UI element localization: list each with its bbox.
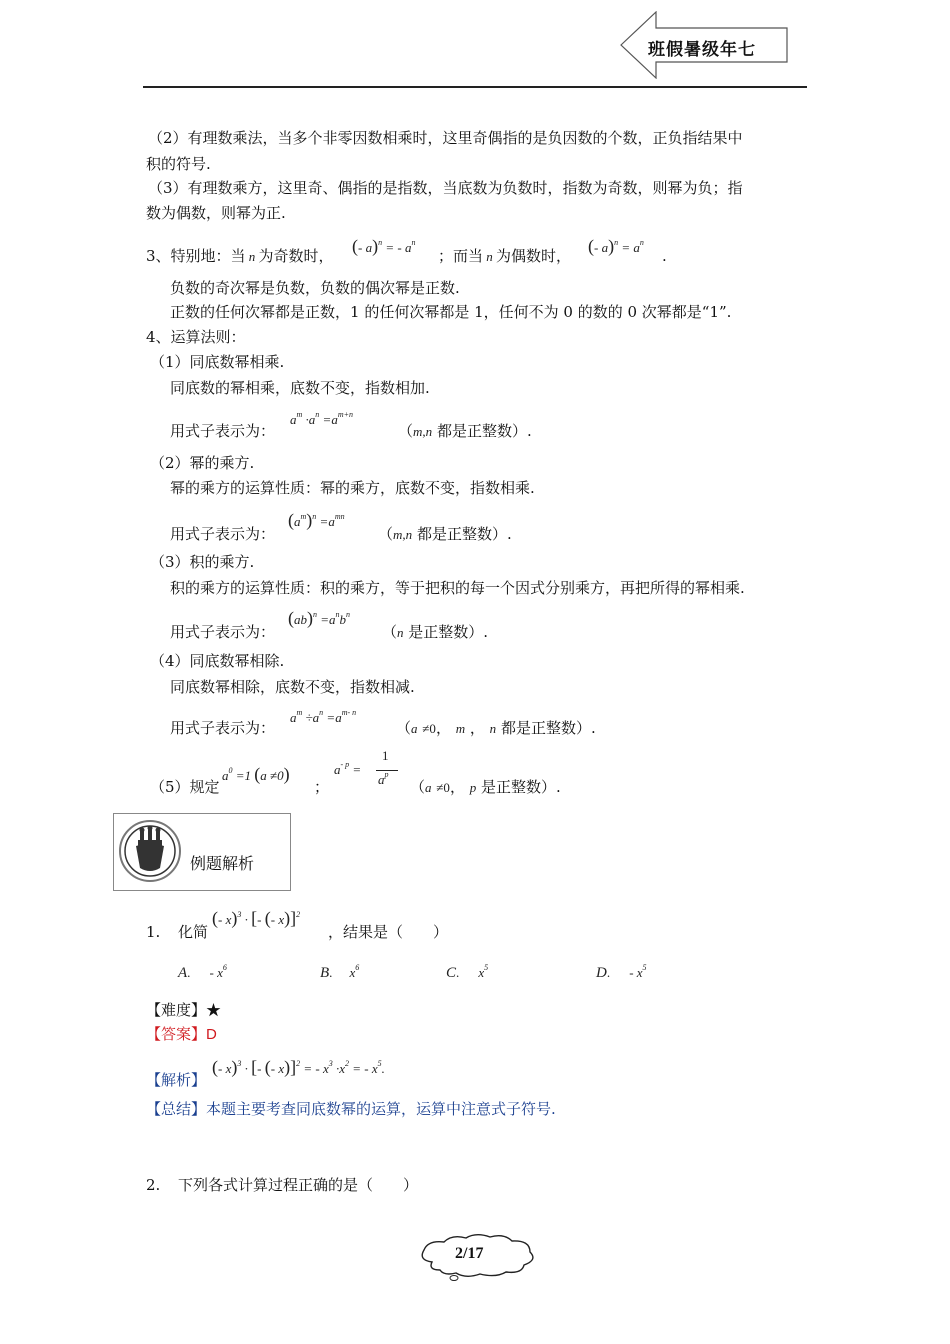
section-3-line (146, 246, 334, 267)
q1-expression: (- x)$^3$ · [- (- x)]$^2$ (212, 908, 301, 928)
q1-option-d[interactable]: D. - $x^5$ (596, 963, 647, 981)
header-title: 班假暑级年七 (648, 40, 756, 60)
s3-b: 为奇数时， (258, 247, 334, 265)
summary-text: 本题主要考查同底数幂的运算，运算中注意式子符号. (206, 1100, 556, 1118)
q1-suffix: ，结果是（ ） (328, 923, 449, 941)
para-2: （2）有理数乘法，当多个非零因数相乘时，这里奇偶指的是负因数的个数，正负指结果中 (148, 129, 743, 147)
q1-analysis-label: 【解析】 (146, 1071, 207, 1089)
q1-summary (146, 1099, 556, 1119)
para-2b: 积的符号. (146, 155, 211, 173)
var-n: n (245, 249, 259, 264)
formula-neg-power: $a^{- p}$ = 1 $a^p$ (334, 748, 404, 794)
formula-power: $(a^m)^n =a^{mn}$ (288, 510, 345, 530)
s3-e: . (662, 247, 667, 265)
rule-3a: 积的乘方的运算性质：积的乘方，等于把积的每一个因式分别乘方，再把所得的幂相乘. (170, 579, 745, 597)
rule-2: （2）幂的乘方. (150, 454, 255, 472)
header-tag (620, 11, 790, 79)
para-3b: 数为偶数，则幂为正. (146, 204, 286, 222)
rule-3: （3）积的乘方. (150, 553, 255, 571)
example-label: 例题解析 (190, 854, 255, 873)
answer-value: D (206, 1026, 217, 1043)
summary-label: 【总结】 (146, 1100, 207, 1118)
rule-4b: 用式子表示为： (170, 719, 276, 737)
q1-analysis-formula: (- x)$^3$ · [- (- x)]$^2$ = - $x^3 \cdot x^2$ = - $x^5$. (212, 1057, 385, 1077)
s3-l3: 正数的任何次幂都是正数，1 的任何次幂都是 1，任何不为 0 的数的 0 次幂都是“1”. (170, 303, 732, 321)
s3-l2: 负数的奇次幂是负数，负数的偶次幂是正数. (170, 279, 460, 297)
s3-d: 为偶数时， (496, 247, 572, 265)
formula-product-power: $(ab)^n =a^nb^n$ (288, 608, 351, 628)
pot-icon (118, 818, 182, 884)
q1-option-b[interactable]: B. $x^6$ (320, 963, 360, 981)
page-number-cloud (414, 1232, 538, 1282)
q1-answer (146, 1024, 217, 1045)
formula-quotient: $a^m \div a^n =a^{m- n}$ (290, 708, 357, 725)
s3-c: ；而当 (438, 247, 484, 265)
rule-4c: （a ≠0， m ， n 都是正整数）. (396, 719, 596, 737)
section-3-line-cont: ；而当 n 为偶数时， (438, 247, 572, 265)
rule-5c: （a ≠0， p 是正整数）. (410, 778, 561, 796)
rule-1a: 同底数的幂相乘，底数不变，指数相加. (170, 379, 430, 397)
answer-label: 【答案】 (146, 1025, 207, 1043)
rule-5: （5）规定 (150, 778, 220, 796)
rule-1b: 用式子表示为： (170, 422, 276, 440)
formula-neg-odd: (- a)$^n$ = - $a^n$ (352, 236, 416, 256)
difficulty-label: 【难度】 (146, 1001, 207, 1019)
rule-4a: 同底数幂相除，底数不变，指数相减. (170, 678, 415, 696)
rule-3b: 用式子表示为： (170, 623, 276, 641)
q1-number: 1. (146, 923, 161, 941)
rule-1c: （m,n 都是正整数）. (398, 422, 532, 440)
q1-text: 化简 (178, 923, 209, 941)
para-3: （3）有理数乘方，这里奇、偶指的是指数，当底数为负数时，指数为奇数，则幂为负；指 (148, 179, 743, 197)
rule-5b: ； (314, 778, 330, 796)
header-rule (143, 86, 807, 88)
s3-a: 3、特别地：当 (146, 247, 246, 265)
formula-zero-power: $a^0 =1$ (a ≠0) (222, 764, 290, 784)
rule-1: （1）同底数幂相乘. (150, 353, 285, 371)
rule-2c: （m,n 都是正整数）. (378, 525, 512, 543)
q1-option-a[interactable]: A. - $x^6$ (178, 963, 227, 981)
rule-2a: 幂的乘方的运算性质：幂的乘方，底数不变，指数相乘. (170, 479, 535, 497)
difficulty-star: ★ (206, 1001, 222, 1019)
page-number: 2/17 (455, 1245, 484, 1262)
rule-2b: 用式子表示为： (170, 525, 276, 543)
q2-text: 下列各式计算过程正确的是（ ） (178, 1176, 419, 1194)
rule-4: （4）同底数幂相除. (150, 652, 285, 670)
section-4: 4、运算法则： (146, 328, 246, 346)
q1-option-c[interactable]: C. $x^5$ (446, 963, 489, 981)
formula-product: $a^m \cdot a^n =a^{m+n}$ (290, 410, 353, 427)
example-box (113, 813, 291, 891)
q1-difficulty (146, 1000, 221, 1020)
rule-3c: （n 是正整数）. (382, 623, 489, 641)
formula-neg-even: (- $a)^n = a^n$ (588, 236, 644, 256)
q2-number: 2. (146, 1176, 161, 1194)
